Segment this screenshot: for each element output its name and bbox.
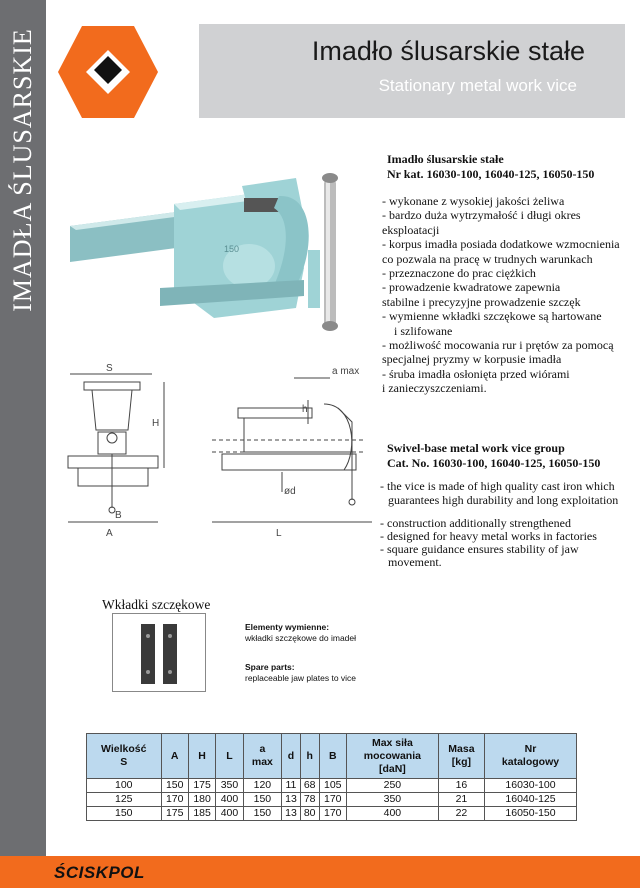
column-header: h <box>300 734 319 779</box>
sidebar-band <box>0 0 46 856</box>
english-features-list-1 <box>380 479 635 508</box>
sidebar-vertical-title: IMADŁA ŚLUSARSKIE <box>8 28 37 312</box>
polish-heading <box>387 152 594 182</box>
english-title-line2: Cat. No. 16030-100, 16040-125, 16050-150 <box>387 456 601 470</box>
brand-logo <box>56 24 160 120</box>
column-header: Wielkość S <box>87 734 162 779</box>
list-item: - the vice is made of high quality cast iron which <box>380 479 615 493</box>
vice-photo <box>64 168 364 338</box>
footer-bar <box>0 856 640 888</box>
column-header: B <box>319 734 346 779</box>
table-cell: 22 <box>438 807 484 821</box>
table-row <box>87 793 577 807</box>
table-cell: 68 <box>300 779 319 793</box>
list-item: - możliwość mocowania rur i prętów za pomocą <box>382 338 614 353</box>
list-item: movement. <box>388 555 442 569</box>
list-item: - wykonane z wysokiej jakości żeliwa <box>382 194 565 208</box>
polish-title-line1: Imadło ślusarskie stałe <box>387 152 504 166</box>
table-cell: 11 <box>282 779 301 793</box>
jaw-inserts-photo <box>112 613 206 692</box>
spare-parts-english-title: Spare parts: <box>245 662 295 672</box>
spare-parts-polish-text: wkładki szczękowe do imadeł <box>245 633 357 643</box>
list-item: - korpus imadła posiada dodatkowe wzmocnienia <box>382 237 620 252</box>
label-a-max: a max <box>332 366 360 377</box>
column-header: Max siła mocowania [daN] <box>346 734 438 779</box>
table-cell: 175 <box>161 807 188 821</box>
list-item: - wymienne wkładki szczękowe są hartowane <box>382 309 602 324</box>
column-header: a max <box>243 734 281 779</box>
label-d: ød <box>284 486 296 497</box>
list-item: guarantees high durability and long exploitation <box>388 493 619 508</box>
list-item: - designed for heavy metal works in factories <box>380 529 597 543</box>
table-cell: 180 <box>188 793 215 807</box>
table-cell: 16040-125 <box>485 793 577 807</box>
english-features-list-2 <box>380 517 635 569</box>
table-cell: 105 <box>319 779 346 793</box>
spare-parts-polish <box>245 622 356 644</box>
technical-drawing <box>62 360 380 545</box>
list-item: i zanieczyszczeniami. <box>382 381 487 396</box>
table-cell: 175 <box>188 779 215 793</box>
label-H: H <box>152 418 160 429</box>
footer-brand: ŚCISKPOL <box>54 863 145 882</box>
polish-features-list <box>382 194 632 396</box>
jaw-inserts-label: Wkładki szczękowe <box>102 597 211 612</box>
table-cell: 120 <box>243 779 281 793</box>
vice-size-marking: 150 <box>224 244 240 254</box>
spare-parts-english-text: replaceable jaw plates to vice <box>245 673 357 683</box>
specifications-table <box>86 733 577 821</box>
table-cell: 78 <box>300 793 319 807</box>
spare-parts-polish-title: Elementy wymienne: <box>245 622 330 632</box>
table-cell: 100 <box>87 779 162 793</box>
table-cell: 170 <box>319 807 346 821</box>
table-cell: 21 <box>438 793 484 807</box>
list-item: i szlifowane <box>394 323 453 338</box>
header-banner <box>199 24 625 118</box>
list-item: stabilne i precyzyjne prowadzenie szczęk <box>382 294 581 309</box>
column-header: Nr katalogowy <box>485 734 577 779</box>
column-header: L <box>216 734 243 779</box>
table-cell: 350 <box>216 779 243 793</box>
table-header-row <box>87 734 577 779</box>
column-header: Masa [kg] <box>438 734 484 779</box>
list-item: - square guidance ensures stability of jaw <box>380 542 579 556</box>
page-subtitle: Stationary metal work vice <box>378 76 577 95</box>
table-cell: 16 <box>438 779 484 793</box>
table-cell: 150 <box>243 807 281 821</box>
table-cell: 350 <box>346 793 438 807</box>
table-cell: 400 <box>346 807 438 821</box>
table-cell: 13 <box>282 793 301 807</box>
table-cell: 16050-150 <box>485 807 577 821</box>
list-item: - śruba imadła osłonięta przed wiórami <box>382 366 570 381</box>
label-S: S <box>106 363 113 374</box>
list-item: - przeznaczone do prac ciężkich <box>382 266 536 281</box>
list-item: - prowadzenie kwadratowe zapewnia <box>382 280 561 295</box>
column-header: d <box>282 734 301 779</box>
table-cell: 170 <box>319 793 346 807</box>
list-item: eksploatacji <box>382 222 440 237</box>
column-header: H <box>188 734 215 779</box>
table-cell: 400 <box>216 807 243 821</box>
table-body <box>87 779 577 821</box>
list-item: - construction additionally strengthened <box>380 516 571 530</box>
table-cell: 16030-100 <box>485 779 577 793</box>
list-item: - bardzo duża wytrzymałość i długi okres <box>382 208 581 223</box>
table-row <box>87 779 577 793</box>
english-title-line1: Swivel-base metal work vice group <box>387 441 565 455</box>
english-heading <box>387 441 600 471</box>
table-cell: 170 <box>161 793 188 807</box>
table-cell: 185 <box>188 807 215 821</box>
table-cell: 250 <box>346 779 438 793</box>
page-title: Imadło ślusarskie stałe <box>311 36 585 66</box>
table-cell: 400 <box>216 793 243 807</box>
label-L: L <box>276 528 282 539</box>
list-item: co pozwala na pracę w trudnych warunkach <box>382 251 593 266</box>
list-item: specjalnej pryzmy w korpusie imadła <box>382 352 562 367</box>
label-h: h <box>302 404 308 415</box>
spare-parts-english <box>245 662 356 684</box>
table-cell: 150 <box>87 807 162 821</box>
table-cell: 125 <box>87 793 162 807</box>
table-cell: 150 <box>243 793 281 807</box>
label-A: A <box>106 528 113 539</box>
polish-title-line2: Nr kat. 16030-100, 16040-125, 16050-150 <box>387 167 595 181</box>
table-row <box>87 807 577 821</box>
table-cell: 13 <box>282 807 301 821</box>
table-cell: 150 <box>161 779 188 793</box>
column-header: A <box>161 734 188 779</box>
table-cell: 80 <box>300 807 319 821</box>
label-B: B <box>115 510 122 521</box>
